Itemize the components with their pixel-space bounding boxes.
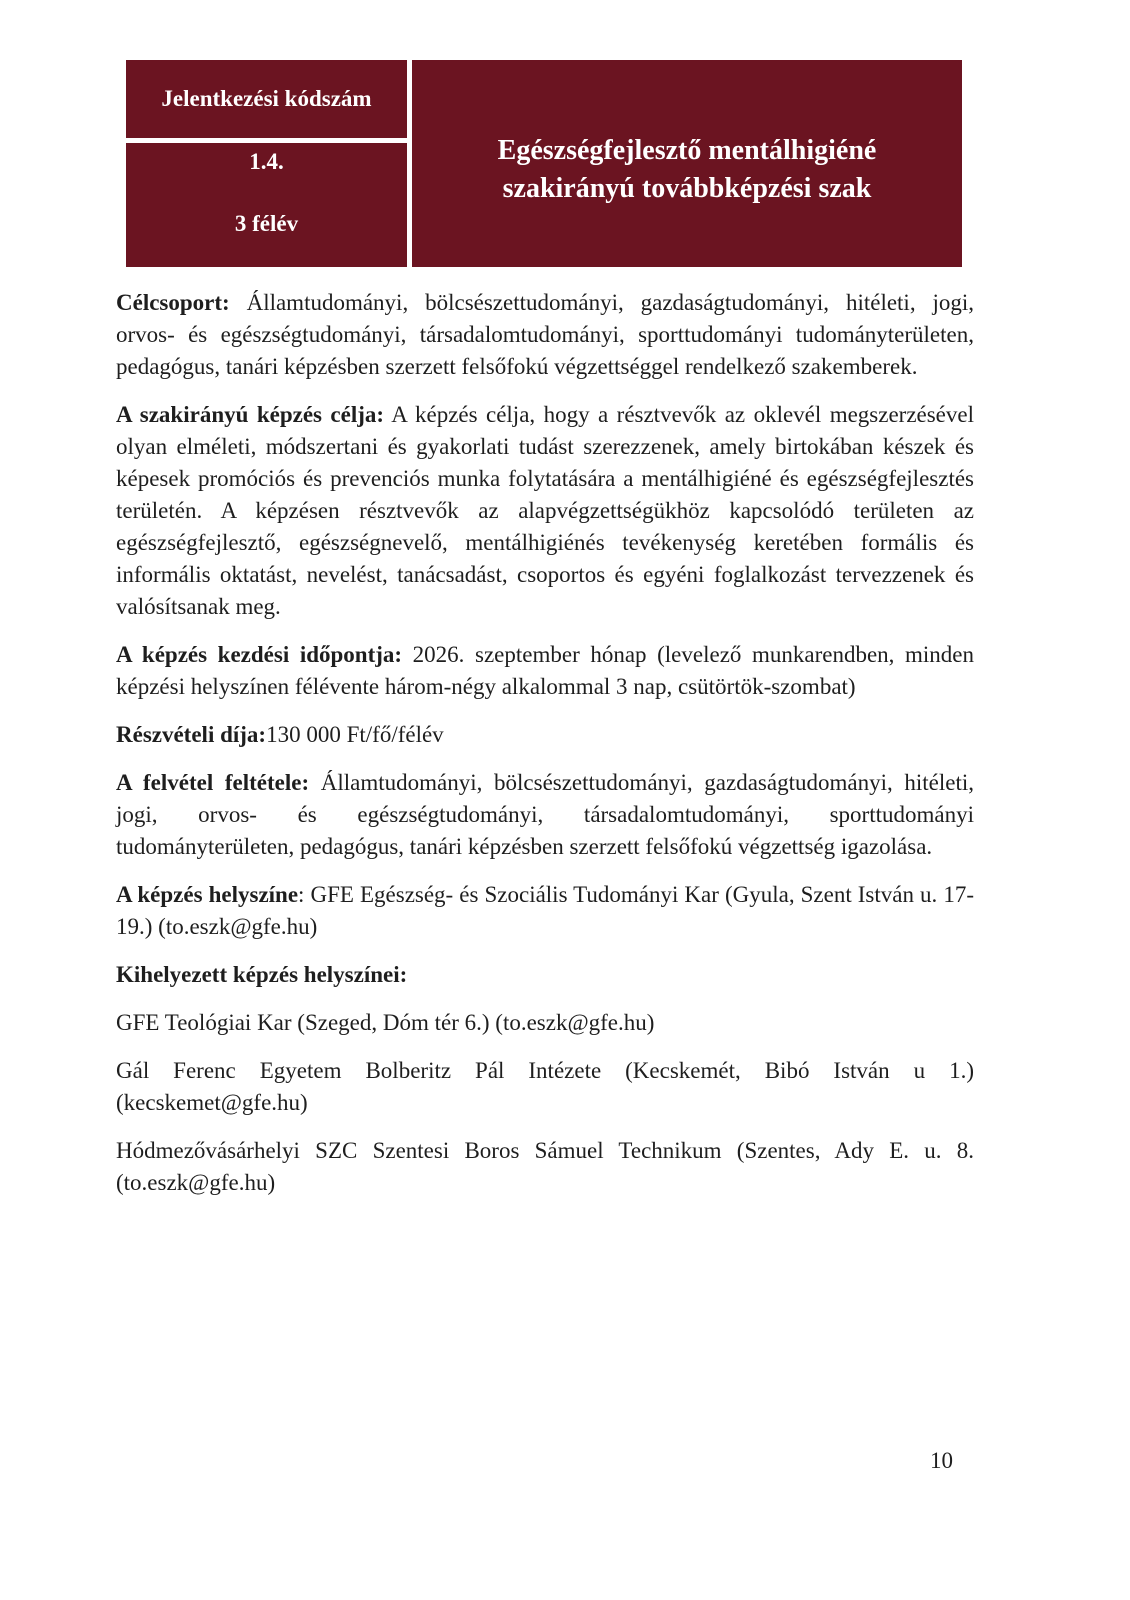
fee-text: 130 000 Ft/fő/félév [266, 722, 444, 747]
admission-label: A felvétel feltétele: [116, 770, 310, 795]
program-description [116, 287, 974, 1215]
page-number: 10 [930, 1448, 953, 1473]
location-label: A képzés helyszíne [116, 882, 299, 907]
program-title-box [412, 60, 962, 267]
outpost-item: Gál Ferenc Egyetem Bolberitz Pál Intézete (Kecskemét, Bibó István u 1.) (kecskemet@gfe.hu) [116, 1058, 974, 1115]
program-goal-label: A szakirányú képzés célja: [116, 402, 385, 427]
program-title-line2: szakirányú továbbképzési szak [502, 172, 872, 204]
program-title-line1: Egészségfejlesztő mentálhigiéné [497, 134, 877, 166]
target-group-label: Célcsoport: [116, 290, 230, 315]
location-paragraph [116, 879, 974, 943]
program-goal-text: A képzés célja, hogy a résztvevők az oklevél megszerzésével olyan elméleti, módszertani és gyakorlati tudást szerezzenek, amely birtokában készek és képesek promóciós és prevenciós munka folytatására a mentálhigiéné és egészségfejlesztés területén. A képzésen résztvevők az alapvégzettségükhöz kapcsolódó területen az egészségfejlesztő, egészségnevelő, mentálhigiénés tevékenység keretében formális és informális oktatást, nevelést, tanácsadást, csoportos és egyéni foglalkozást tervezzenek és valósítsanak meg. [116, 402, 974, 619]
application-code-box [126, 143, 407, 267]
application-code-label: Jelentkezési kódszám [161, 86, 372, 111]
admission-paragraph [116, 767, 974, 863]
target-group-text: Államtudományi, bölcsészettudományi, gazdaságtudományi, hitéleti, jogi, orvos- és egészségtudományi, társadalomtudományi, sporttudományi tudományterületen, pedagógus, tanári képzésben szerzett felsőfokú végzettséggel rendelkező szakemberek. [116, 290, 974, 379]
program-goal-paragraph [116, 399, 974, 623]
start-date-label: A képzés kezdési időpontja: [116, 642, 403, 667]
application-code-label-box [126, 60, 407, 138]
program-title [498, 132, 877, 208]
outpost-item: Hódmezővásárhelyi SZC Szentesi Boros Sámuel Technikum (Szentes, Ady E. u. 8. (to.eszk@gfe.hu) [116, 1138, 974, 1195]
start-date-paragraph [116, 639, 974, 703]
fee-label: Részvételi díja: [116, 722, 267, 747]
outpost-item: GFE Teológiai Kar (Szeged, Dóm tér 6.) (to.eszk@gfe.hu) [116, 1010, 655, 1035]
start-date-text: 2026. szeptember hónap (levelező munkarendben, minden képzési helyszínen félévente három-négy alkalommal 3 nap, csütörtök-szombat) [116, 642, 974, 699]
target-group-paragraph [116, 287, 974, 383]
outposts-label: Kihelyezett képzés helyszínei: [116, 962, 408, 987]
location-text: : GFE Egészség- és Szociális Tudományi Kar (Gyula, Szent István u. 17-19.) (to.eszk@gfe.hu) [116, 882, 974, 939]
admission-text: Államtudományi, bölcsészettudományi, gazdaságtudományi, hitéleti, jogi, orvos- és egészségtudományi, társadalomtudományi, sporttudományi tudományterületen, pedagógus, tanári képzésben szerzett felsőfokú végzettség igazolása. [116, 770, 974, 859]
fee-paragraph [116, 719, 974, 751]
outposts-heading [116, 959, 974, 991]
application-code: 1.4. [249, 149, 284, 174]
program-duration: 3 félév [234, 211, 299, 236]
